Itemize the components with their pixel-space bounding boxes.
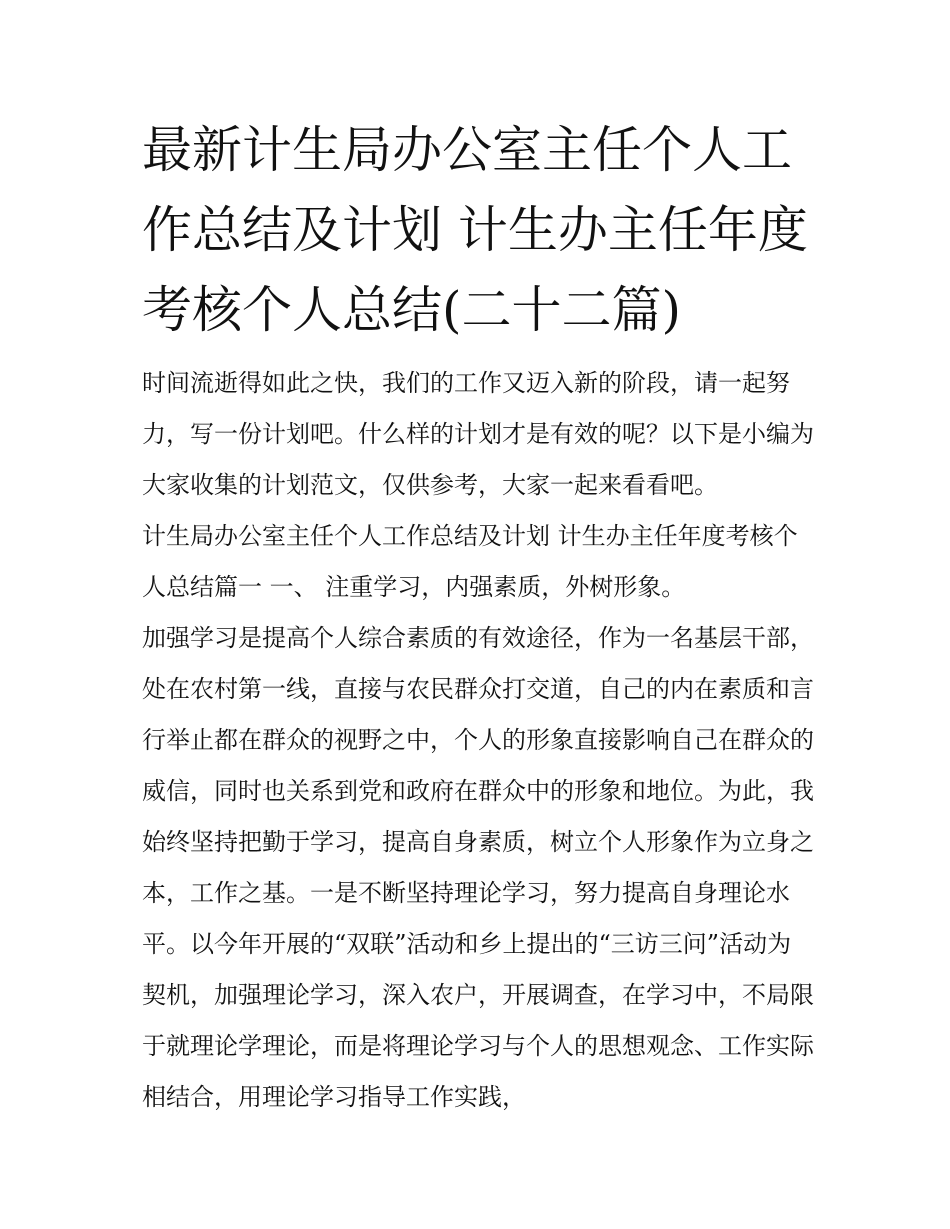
body-paragraph: 加强学习是提高个人综合素质的有效途径，作为一名基层干部，处在农村第一线，直接与农民群众打交道，自己的内在素质和言行举止都在群众的视野之中，个人的形象直接影响自己在群众的威信，同时也关系到党和政府在群众中的形象和地位。为此，我始终坚持把勤于学习，提高自身素质，树立个人形象作为立身之本，工作之基。一是不断坚持理论学习，努力提高自身理论水平。以今年开展的“双联”活动和乡上提出的“三访三问”活动为契机，加强理论学习，深入农户，开展调查，在学习中，不局限于就理论学理论，而是将理论学习与个人的思想观念、工作实际相结合，用理论学习指导工作实践， [142, 624, 814, 1111]
intro-paragraph: 时间流逝得如此之快，我们的工作又迈入新的阶段，请一起努力，写一份计划吧。什么样的计划才是有效的呢？以下是小编为大家收集的计划范文，仅供参考，大家一起来看看吧。 [142, 369, 814, 499]
document-title: 最新计生局办公室主任个人工作总结及计划 计生办主任年度考核个人总结(二十二篇) [142, 121, 808, 339]
section-heading-paragraph: 计生局办公室主任个人工作总结及计划 计生办主任年度考核个人总结篇一 一、 注重学习，内强素质，外树形象。 [142, 522, 798, 601]
document-page [142, 110, 814, 1123]
